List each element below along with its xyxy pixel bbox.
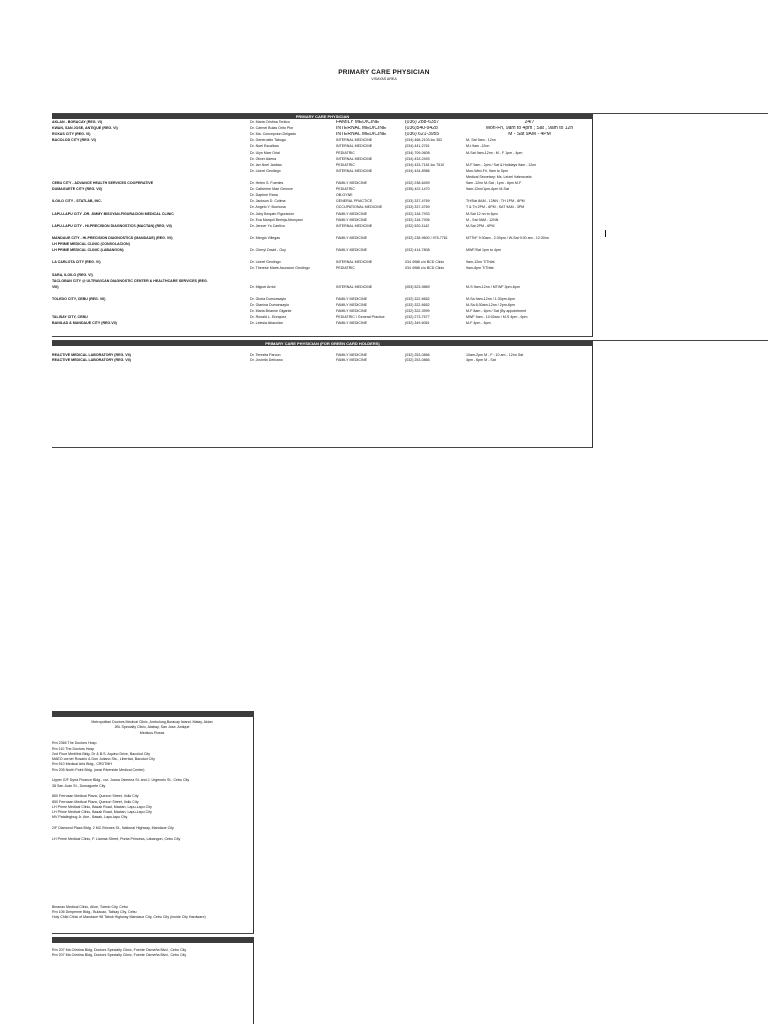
schedule-cell: 24/7 xyxy=(524,120,535,125)
doctor-cell: Dr. Joby Bequim Figuracion xyxy=(250,211,295,216)
phone-cell: (032) 322-6652 xyxy=(405,303,430,307)
specialty-cell: FAMILY MEDICINE xyxy=(336,321,368,326)
section2-band: PRIMARY CARE PHYSICIAN (FOR GREEN CARD HOLDERS) xyxy=(52,341,593,346)
schedule-cell: TH/Sat 8AM - 12NN ; TH 1PM - 6PM xyxy=(466,199,525,204)
phone-cell: (032) 322-6652 xyxy=(405,296,430,301)
schedule-cell: MWF/Sat 1pm to 4pm xyxy=(466,248,501,253)
phone-cell: 034 4986 c/o BCD Clinic xyxy=(405,260,445,265)
table-row xyxy=(0,321,768,327)
address-line: Rm 207 Ma Cristina Bldg, Doctors Specialty Clinic, Fuente Osmeña Blvd., Cebu City xyxy=(52,948,187,952)
schedule-cell: MTThF 9:30am - 2:30pm / W-Sat 9:30 am - 12:30nn xyxy=(466,235,549,240)
address-block2 xyxy=(0,948,260,962)
doctor-cell: Dr. Ronald L. Enriquez xyxy=(250,315,287,320)
address-line: Rm 106 Dimpenne Bldg., Bulacao, Talisay City, Cebu xyxy=(52,910,137,915)
schedule-cell: M-Sa 8:30am-12nn / 2pm-6pm xyxy=(466,303,515,307)
address-line: Rm 2365 The Doctors Hosp xyxy=(52,741,97,746)
location-cell: BANILAD & MANDAUE CITY (REG.VII) xyxy=(52,321,117,326)
phone-cell: (036) 621-3955 xyxy=(405,132,440,138)
specialty-cell: FAMILY MEDICINE xyxy=(336,309,368,314)
schedule-cell: M-t 9am -12nn xyxy=(466,144,490,149)
doctor-cell: Dr. Therese Marie Asuncion Geolingo xyxy=(250,266,310,271)
address-line: 850 Ferrosan Medical Plaza, Quezon Street, Iloilo City xyxy=(52,799,139,804)
location-cell: KWAN, SAN JOSE, ANTIQUE (REG. VI) xyxy=(52,126,118,131)
doctor-cell: Dr. Lelesia Abacnian xyxy=(250,321,283,326)
doctor-cell: Dr. Generosito Tabugo xyxy=(250,138,286,143)
schedule-cell: M - Sat 9AM - 4PM xyxy=(508,132,551,138)
schedule-cell: 9am -12nn M-Sat ; 1pm - 6pm M-F xyxy=(466,181,522,185)
doctor-cell: Dr. Ma. Concepcion Delgado xyxy=(250,132,296,137)
location-cell: LA CARLOTA CITY (REG. VI) xyxy=(52,260,101,265)
address-line: MAEO corner Rosario & Don Juliano Sts., Libertad, Bacolod City xyxy=(52,757,155,762)
location-cell: TACLOBAN CITY @ ULTRAVICAN DIAGNOSTIC CENTER & HEALTHCARE SERVICES (REG. xyxy=(52,278,208,283)
location-cell: AKLAN - BORACAY (REG. VI) xyxy=(52,120,103,124)
address-line: MV Patalinghug Jr. Ave., Basak, Lapu-lapu City xyxy=(52,815,128,820)
section1-bottom-rule xyxy=(52,336,593,337)
specialty-cell: INTERNAL MEDICINE xyxy=(336,156,373,161)
doctor-cell: Dr. Ulyn Marr Orial xyxy=(250,150,280,155)
schedule-cell: M-Sat 12 nn to 6pm xyxy=(466,211,498,216)
schedule-cell: M-F 4pm - 6pm xyxy=(466,321,491,326)
schedule-cell: T & Th 2PM - 6PM ; SAT 9AM - 3PM xyxy=(466,205,525,210)
doctor-cell: Dr. Angelo Y. Buchona xyxy=(250,205,286,210)
address-line: Rm 510 Medical Arts Bldg., CRDTMH xyxy=(52,762,112,767)
specialty-cell: FAMILY MEDICINE xyxy=(336,358,368,362)
doctor-cell: Dr. Carmel Bulas Orito Pior xyxy=(250,126,294,131)
phone-cell: (032) 238-6459 xyxy=(405,181,430,185)
phone-cell: (034) 468-2103 loc 352 xyxy=(405,138,443,143)
address-line: Rm 205 North Point Bldg. (near Riverside Medical Center) xyxy=(52,767,145,772)
schedule-cell: M- Sat 9am - 12nn xyxy=(466,138,496,143)
phone-cell: (035) 422-1470 xyxy=(405,187,430,192)
specialty-cell: PEDIATRIC xyxy=(336,187,355,192)
doctor-cell: Dr. Ian Noel Jardiao xyxy=(250,162,282,167)
phone-cell: (033) 337-4769 xyxy=(405,205,430,210)
doctor-cell: Dr. Lionel Geollego xyxy=(250,168,281,173)
address-line: 2/F Diamond Plaza Bldg. 2 MC Briones St., National Highway, Mandaue City xyxy=(52,826,174,830)
schedule-cell: Mon-Wed-Fri, 9am to 5pm xyxy=(466,168,508,173)
specialty-cell: INTERNAL MEDICINE xyxy=(336,132,387,138)
phone-cell: (053) 523-9869 xyxy=(405,284,430,289)
schedule-cell: M-Sa 9am-12nn / 1:30pm-6pm xyxy=(466,296,515,301)
specialty-cell: FAMILY MEDICINE xyxy=(336,296,368,301)
address-block1-band xyxy=(52,711,254,717)
schedule-cell: Medical Secretary: Ms. Leizel Valenzuela xyxy=(466,174,532,179)
location-cell: TALISAY CITY, CEBU xyxy=(52,315,88,320)
schedule-cell: M-F 9am - 2pm / Sat & Holidays 9am - 12nn xyxy=(466,162,537,167)
specialty-cell: PEDIATRIC xyxy=(336,150,355,155)
specialty-cell: FAMILY MEDICINE xyxy=(336,303,368,307)
specialty-cell: PEDIATRIC xyxy=(336,266,355,271)
location-cell: BACOLOD CITY (REG. VI) xyxy=(52,138,96,143)
specialty-cell: INTERNAL MEDICINE xyxy=(336,168,373,173)
specialty-cell: FAMILY MEDICINE xyxy=(336,211,368,216)
doctor-cell: Dr. Teresita Parcon xyxy=(250,353,281,357)
location-cell: SARA, ILOILO (REG. VI) xyxy=(52,272,93,277)
schedule-cell: 10am-2pm M - F ; 10 am - 12nn Sat xyxy=(466,353,524,357)
address-line: Medicus Roxas xyxy=(139,730,165,735)
address-line: 38 San Juan St., Dumaguete City xyxy=(52,783,106,788)
specialty-cell: INTERNAL MEDICINE xyxy=(336,223,373,228)
doctor-cell: Dr. Maria Brianne Gigante xyxy=(250,309,292,314)
phone-cell: 034 4986 c/o BCD Clinic xyxy=(405,266,445,271)
phone-cell: (034) 433-7181 loc 7510 xyxy=(405,162,445,167)
location-cell: LAPU-LAPU CITY -DR. JIMMY BISOYAN-FIGURACION MEDICAL CLINIC xyxy=(52,211,174,216)
specialty-cell: FAMILY MEDICINE xyxy=(336,248,368,253)
doctor-cell: Dr. Jackson D. Colima xyxy=(250,199,286,204)
address-block1-footer xyxy=(0,905,260,929)
location-cell: TOLEDO CITY, CEBU (REG. VII) xyxy=(52,296,106,301)
schedule-cell: Mon-Fri, 9am to 4pm ; Sat , 9am to 12n xyxy=(485,126,574,132)
address-line: 2nd Floor Medilink Bldg. Dr & B.S. Aquino Drive, Bacolod City xyxy=(52,751,151,756)
location-cell: LAPU-LAPU CITY - HI-PRECISION DIAGNOSTICS (MACTAN) (REG. VII) xyxy=(52,223,172,228)
doctor-cell: Dr. Mergio Villegas xyxy=(250,235,281,240)
specialty-cell: PEDIATRIC / General Practice xyxy=(336,315,385,320)
specialty-cell: INTERNAL MEDICINE xyxy=(336,126,387,132)
doctor-cell: Dr. Lionel Geolingo xyxy=(250,260,281,265)
schedule-cell: M - Sat 9AM - 12NN xyxy=(466,217,499,222)
specialty-cell: OCCUPATIONAL MEDICINE xyxy=(336,205,383,210)
address-line: LH Prime Medical Clinic, F. Llamas Street, Punta Princesa, Labangon, Cebu City xyxy=(52,836,181,841)
page-subtitle: VISAYAS AREA xyxy=(371,77,397,81)
address-line: LH Prime Medical Clinic, Basak Road, Mactan, Lapu-Lapu City xyxy=(52,810,152,815)
phone-cell: (033) 337-4769 xyxy=(405,199,430,204)
specialty-cell: INTERNAL MEDICINE xyxy=(336,138,373,143)
address-line: JBL Specialty Clinic, Atabay, San Jose, Antique xyxy=(114,725,190,730)
schedule-cell: M-Sat 2PM - 6PM xyxy=(466,223,495,228)
specialty-cell: FAMILY MEDICINE xyxy=(336,353,368,357)
address-line: Rm 207 Ma Cristina Bldg, Doctors Specialty Clinic, Fuente Osmeña Blvd., Cebu City xyxy=(52,953,187,958)
phone-cell: (032) 253-0866 xyxy=(405,358,430,362)
section1-band: PRIMARY CARE PHYSICIAN xyxy=(52,114,593,119)
phone-cell: (032) 349-6061 xyxy=(405,321,430,326)
phone-cell: (032) 273-7577 xyxy=(405,315,430,320)
doctor-cell: Dr. Noel Escalban xyxy=(250,144,279,149)
phone-cell: (032) 253-0866 xyxy=(405,353,430,357)
doctor-cell: Dr. Maria Cristina Tenlico xyxy=(250,120,290,124)
doctor-cell: Dr. Gianina Dumonsaylo xyxy=(250,303,289,307)
section1-table xyxy=(0,120,768,335)
address-line: Upper G/F Dyna Finance Bldg., cor. Juana Osmena St. and J. Urgenelo St., Cebu City xyxy=(52,778,190,783)
page-title: PRIMARY CARE PHYSICIAN xyxy=(338,69,430,76)
address-line: Holy Child Clinic of Mandaue 98 Tabuk Highway Mandaue City, Cebu City (inside City Hardware) xyxy=(52,915,206,920)
location-cell: REACTIVE MEDICAL LABORATORY (REG. VII) xyxy=(52,358,131,362)
specialty-cell: INTERNAL MEDICINE xyxy=(336,284,373,289)
address-block1-bottom-rule xyxy=(52,933,254,934)
phone-cell: (032) 318-7933 xyxy=(405,211,430,216)
phone-cell: (034) 709-0608 xyxy=(405,150,430,155)
doctor-cell: Dr. Cheryl David - Guy xyxy=(250,248,286,253)
specialty-cell: FAMILY MEDICINE xyxy=(336,120,380,125)
location-cell: ROXAS CITY (REG. VI) xyxy=(52,132,91,137)
location-cell: CEBU CITY - ADVANCE HEALTH SERVICES COOPERATIVE xyxy=(52,181,154,185)
phone-cell: (032) 322-3999 xyxy=(405,309,430,314)
schedule-cell: M-F 8am - 6pm / Sat (By appointment xyxy=(466,309,527,314)
schedule-cell: 9am-12nn T/Thfat xyxy=(466,260,495,265)
doctor-cell: Dr. Gloria Dumonsaylo xyxy=(250,296,287,301)
doctor-cell: Dr. Miguel Arriol xyxy=(250,284,276,289)
doctor-cell: Dr. Jenner Yu Cantivo xyxy=(250,223,285,228)
phone-cell: (032) 520-1142 xyxy=(405,223,430,228)
specialty-cell: GENERAL PRACTICE xyxy=(336,199,373,204)
location-cell: REACTIVE MEDICAL LABORATORY (REG. VII) xyxy=(52,353,131,357)
doctor-cell: Dr. Catherine Mae Genove xyxy=(250,187,293,192)
specialty-cell: INTERNAL MEDICINE xyxy=(336,260,373,265)
doctor-cell: Dr. Helen S. Fuentes xyxy=(250,181,284,185)
phone-cell: (034) 441-2761 xyxy=(405,144,430,149)
schedule-cell: M-S 9am-12nn / MTWF 3pm-6pm xyxy=(466,284,520,289)
schedule-cell: 9am-6pm T/Thfat xyxy=(466,266,494,271)
address-line: LH Prime Medical Clinic, Basak Road, Mactan, Lapu-Lapu City xyxy=(52,804,152,809)
phone-cell: (034) 433-2493 xyxy=(405,156,430,161)
location-cell: LH PRIME MEDICAL CLINIC (CONSOLACION) xyxy=(52,242,130,246)
phone-cell: (036) 288-6357 xyxy=(405,120,440,125)
doctor-cell: Dr. Oliver Adena xyxy=(250,156,277,161)
phone-cell: (032) 414-7808 xyxy=(405,248,430,253)
specialty-cell: FAMILY MEDICINE xyxy=(336,235,368,240)
phone-cell: (034) 434-8986 xyxy=(405,168,430,173)
schedule-cell: 9am-12nn/1pm-6pm M-Sat xyxy=(466,187,509,192)
doctor-cell: Dr. Eva Marquil Berinja Abonyani xyxy=(250,217,303,222)
specialty-cell: INTERNAL MEDICINE xyxy=(336,144,373,149)
phone-cell: (036)540-9428 xyxy=(405,126,438,132)
location-cell: MANDAUE CITY - HI-PRECISION DIAGNOSTICS (MANDAUE) (REG. VII) xyxy=(52,235,173,240)
specialty-cell: PEDIATRIC xyxy=(336,162,355,167)
address-line: 850 Ferrosan Medical Plaza, Quezon Street, Iloilo City xyxy=(52,794,139,799)
address-line: Rm 110 The Doctors Hosp xyxy=(52,746,95,751)
phone-cell: (032) 318-7936 xyxy=(405,217,430,222)
address-block1 xyxy=(0,720,260,860)
schedule-cell: MWF 9am - 10:30am / M-S 4pm - 6pm xyxy=(466,315,528,320)
specialty-cell: OB-GYNE xyxy=(336,193,353,198)
section2-bottom-rule xyxy=(52,447,593,448)
schedule-cell: M-Sat 9am-12nn ; M - F 1pm - 4pm xyxy=(466,150,523,155)
phone-cell: (032) 238-9600 / 975-7761 xyxy=(405,235,448,240)
doctor-cell: Dr. Jovinito Delicano xyxy=(250,358,283,362)
address-line: Metropolitan Doctors Medical Clinic, Ambulong,Boracay Island, Malay, Aklan xyxy=(91,720,213,724)
table-row xyxy=(0,358,768,363)
specialty-cell: FAMILY MEDICINE xyxy=(336,217,368,222)
location-cell: VIII) xyxy=(52,284,59,289)
doctor-cell: Dr. Daphne Rana xyxy=(250,193,278,198)
location-cell: LH PRIME MEDICAL CLINIC (LABANGON) xyxy=(52,248,124,253)
location-cell: ILOILO CITY - STATLAB, INC. xyxy=(52,199,102,204)
specialty-cell: FAMILY MEDICINE xyxy=(336,181,368,185)
section2-table xyxy=(0,353,768,373)
address-block2-band xyxy=(52,937,254,943)
schedule-cell: 4pm - 6pm M - Sat xyxy=(466,358,496,362)
location-cell: DUMAGUETE CITY (REG. VII) xyxy=(52,187,102,192)
address-line: Binanav Medical Clinic, Alloe, Toledo City, Cebu xyxy=(52,905,128,909)
